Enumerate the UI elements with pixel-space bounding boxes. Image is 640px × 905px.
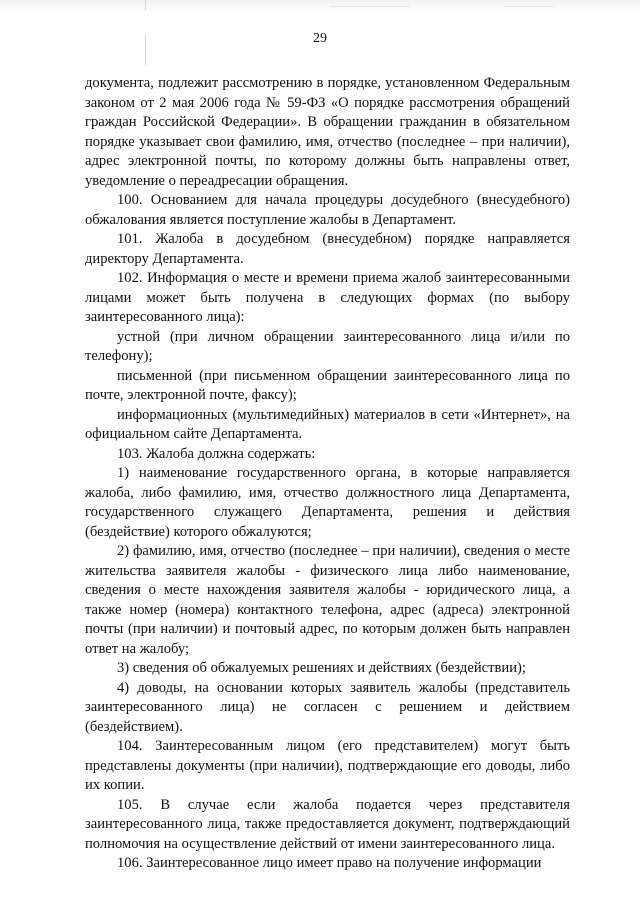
paragraph-102-written: письменной (при письменном обращении заинтересованного лица по почте, электронной почте, факсу);: [85, 367, 570, 403]
paragraph-101: 101. Жалоба в досудебном (внесудебном) порядке направляется директору Департамента.: [85, 231, 570, 267]
paragraph-103-item-1: 1) наименование государственного органа, в которые направляется жалоба, либо фамилию, имя, отчество должностного лица Департамента, государственного служащего Департамента, решения и действия (бездействие) которого обжалуются;: [85, 465, 570, 540]
paragraph-102: 102. Информация о месте и времени приема жалоб заинтересованными лицами может быть получена в следующих формах (по выбору заинтересованного лица):: [85, 270, 570, 325]
paragraph-102-internet: информационных (мультимедийных) материалов в сети «Интернет», на официальном сайте Департамента.: [85, 406, 570, 442]
paragraph-100: 100. Основанием для начала процедуры досудебного (внесудебного) обжалования является поступление жалобы в Департамент.: [85, 192, 570, 228]
paragraph-103-item-2: 2) фамилию, имя, отчество (последнее – при наличии), сведения о месте жительства заявителя жалобы - физического лица либо наименование, сведения о месте нахождения заявителя жалобы - юридического лица, а также номер (номера) контактного телефона, адрес (адреса) электронной почты (при наличии) и почтовый адрес, по которым должен быть направлен ответ на жалобу;: [85, 543, 570, 657]
scan-edge-mark: [145, 0, 146, 10]
paragraph-103-item-3: 3) сведения об обжалуемых решениях и действиях (бездействии);: [117, 660, 526, 676]
paragraph-106: 106. Заинтересованное лицо имеет право на получение информации: [117, 855, 542, 871]
scan-artifact: [505, 6, 555, 7]
page-number: 29: [313, 31, 327, 46]
paragraph-103: 103. Жалоба должна содержать:: [117, 445, 316, 462]
paragraph-continuation: документа, подлежит рассмотрению в порядке, установленном Федеральным законом от 2 мая 2006 года № 59-ФЗ «О порядке рассмотрения обращений граждан Российской Федерации». В обращении гражданин в обязательном порядке указывает свои фамилию, имя, отчество (последнее – при наличии), адрес электронной почты, по которому должны быть направлены ответ, уведомление о переадресации обращения.: [85, 75, 570, 189]
scan-top-shadow: [0, 0, 640, 14]
paragraph-102-oral: устной (при личном обращении заинтересованного лица и/или по телефону);: [85, 328, 570, 364]
paragraph-103-item-4: 4) доводы, на основании которых заявитель жалобы (представитель заинтересованного лица) не согласен с решением и действием (бездействием).: [85, 679, 570, 735]
scan-artifact: [330, 6, 410, 7]
paragraph-104: 104. Заинтересованным лицом (его представителем) могут быть представлены документы (при наличии), подтверждающие его доводы, либо их копии.: [85, 738, 570, 793]
paragraph-105: 105. В случае если жалоба подается через представителя заинтересованного лица, также предоставляется документ, подтверждающий полномочия на осуществление действий от имени заинтересованного лица.: [85, 796, 570, 852]
document-body: [85, 74, 570, 874]
